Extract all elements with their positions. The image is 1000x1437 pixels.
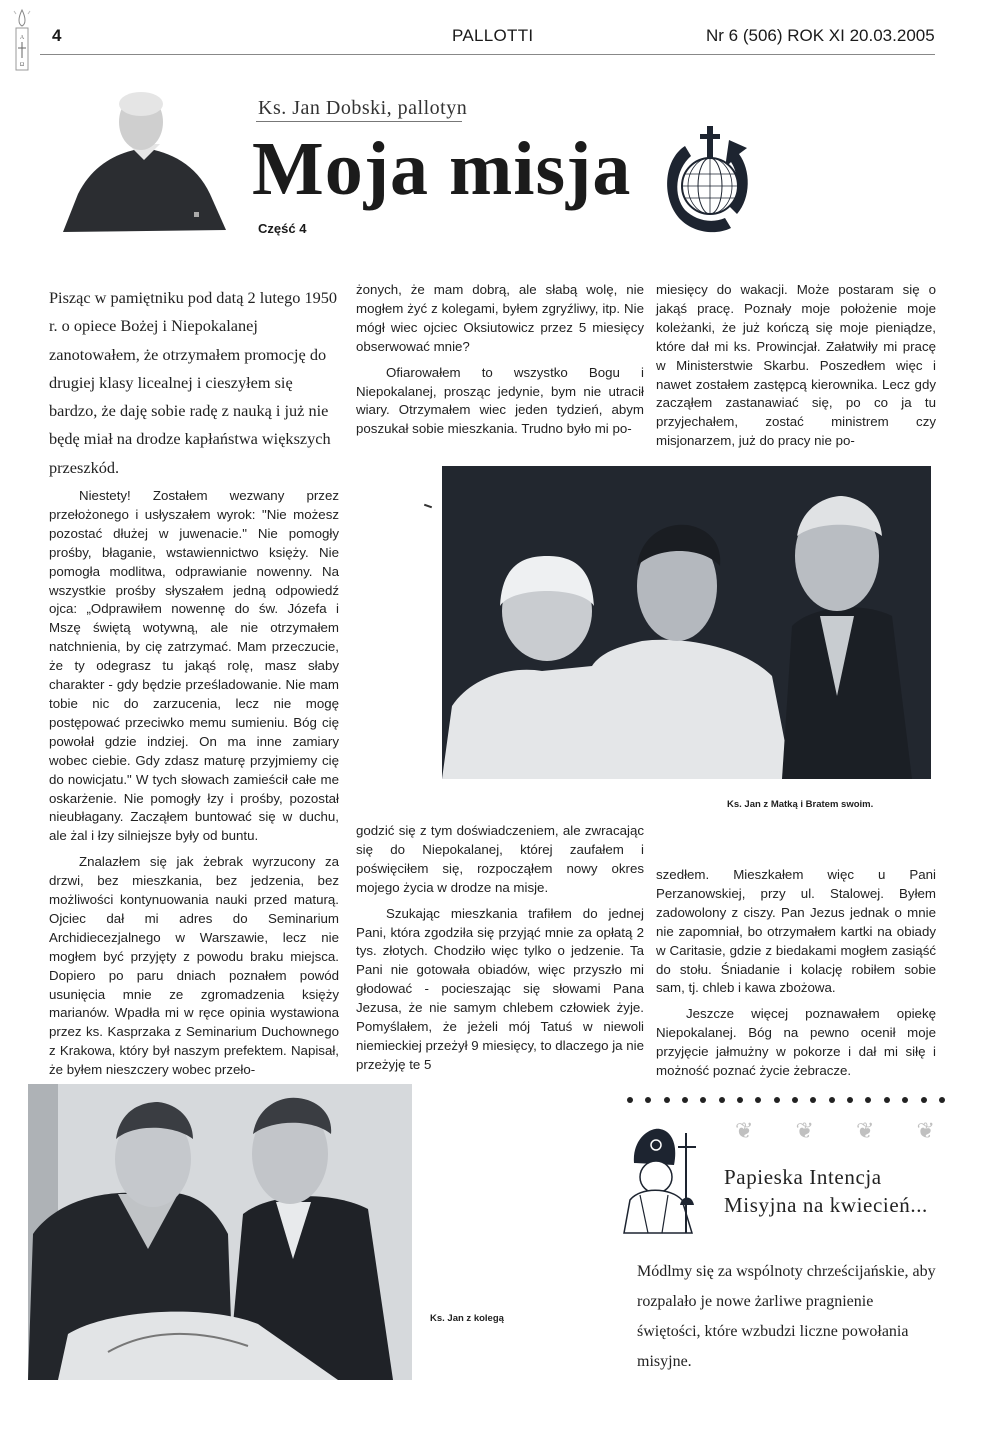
dot-icon [645, 1097, 651, 1103]
header-divider [40, 54, 935, 55]
papal-intention-title-line1: Papieska Intencja [724, 1165, 882, 1189]
pope-illustration [620, 1125, 710, 1237]
dot-icon [682, 1097, 688, 1103]
paragraph: żonych, że mam dobrą, ale słabą wolę, nie mogłem żyć z kolegami, byłem zgryźliwy, itp. Nie mógł wiec ojciec Oksiutowicz przez 5 miesięcy obserwować mnie? [356, 282, 644, 354]
article-column-2-top [356, 281, 644, 446]
dot-icon [755, 1097, 761, 1103]
fleuron-icon: ❦ [795, 1118, 814, 1143]
fleuron-icon: ❦ [735, 1118, 754, 1143]
svg-text:Ω: Ω [19, 62, 25, 68]
colleague-photo-caption: Ks. Jan z kolegą [430, 1313, 504, 1324]
colleague-photo-image [28, 1084, 412, 1380]
papal-intention-title [724, 1163, 928, 1219]
dot-icon [774, 1097, 780, 1103]
dot-icon [865, 1097, 871, 1103]
papal-intention-title-line2: Misyjna na kwiecień... [724, 1193, 928, 1217]
article-column-1 [49, 487, 339, 1087]
papal-intention-body: Módlmy się za wspólnoty chrześcijańskie, aby rozpalało je nowe żarliwe pragnienie świętości, które wzbudzi liczne powołania misyjne. [637, 1263, 936, 1370]
dot-icon [737, 1097, 743, 1103]
article-column-3-top [656, 281, 936, 458]
article-title: Moja misja [252, 127, 632, 211]
dot-icon [627, 1097, 633, 1103]
svg-text:A: A [19, 35, 25, 41]
paragraph: miesięcy do wakacji. Może postaram się o jakąś pracę. Poznały moje położenie moje koleżanki, że już kończą się moje pieniądze, które dał mi ks. Prowincjał. Załatwiły mi pracę w Ministerstwie Skarbu. Poszedłem więc i nawet zostałem zastępcą kierownika. Lecz gdy zacząłem zastanawiać się, po co ja tu przyjechałem, zostać ministrem czy misjonarzem, już do pracy nie po- [656, 282, 936, 449]
dot-icon [847, 1097, 853, 1103]
dot-icon [921, 1097, 927, 1103]
paragraph: Znalazłem się jak żebrak wyrzucony za drzwi, bez mieszkania, bez jedzenia, bez możliwości kontynuowania nauki przed maturą. Ojciec dał mi adres do Seminarium Archidiecezjalnego w Warszawie, lecz nie mogłem być przyjęty z powodu braku miejsca. Dopiero po paru dniach poznałem powód usunięcia mnie ze zgromadzenia księży marianów. Wpadła mi w ręce opinia wystawiona przez ks. Kasprzaka z Seminarium Duchownego z Krakowa, który był naszym prefektem. Napisał, że byłem nieszczery wobec przeło- [49, 854, 339, 1078]
dotted-divider [627, 1097, 945, 1103]
byline-divider [256, 121, 462, 122]
ornament-row [735, 1118, 935, 1144]
dot-icon [792, 1097, 798, 1103]
paragraph: Jeszcze więcej poznawałem opiekę Niepokalanej. Bóg na pewno ocenił moje przyjęcie jałmużny w pokorze i dał mi siłę i możność poznać życie żebracze. [656, 1006, 936, 1079]
author-portrait-photo [58, 82, 230, 234]
candle-alpha-omega-icon [8, 6, 36, 72]
issue-info: Nr 6 (506) ROK XI 20.03.2005 [706, 26, 935, 45]
dot-icon [700, 1097, 706, 1103]
paragraph: godzić się z tym doświadczeniem, ale zwracając się do Niepokalanej, której zaufałem i poświęciłem się, rozpocząłem nowy okres mojego życia w drodze na misje. [356, 823, 644, 895]
fleuron-icon: ❦ [856, 1118, 875, 1143]
article-column-2-bottom [356, 822, 644, 1082]
paragraph: Niestety! Zostałem wezwany przez przełożonego i usłyszałem wyrok: "Nie możesz pozostać dłużej w juwenacie." Nie pomogły prośby, błaganie, wstawiennictwo księży. Nie pomogła modlitwa, odprawianie nowenny. Na wszystkie prośby słyszałem jedną odpowiedź ojca: „Odprawiłem nowennę do św. Józefa i Mszę świętą wotywną, ale nie otrzymałem natchnienia, by cię zatrzymać. Mam przeczucie, że ty odegrasz tu jakąś rolę, masz słaby charakter - gdy będzie prześladowanie. Nie mam tobie nic do zarzucenia, lecz nie mogę postępować przeciwko memu sumieniu. Bóg cię powołał gdzie indziej. On ma inne zamiary wobec ciebie. Gdy zdasz maturę przyjmiemy cię do nowicjatu." W tych słowach zamieścił całe me oskarżenie. Nie pomogły łzy i prośby, pozostał nieubłagany. Zacząłem buntować się w duchu, ale żal i łzy silniejsze były od buntu. [49, 488, 339, 844]
dot-icon [939, 1097, 945, 1103]
family-photo-caption: Ks. Jan z Matką i Bratem swoim. [727, 799, 874, 810]
article-byline: Ks. Jan Dobski, pallotyn [258, 97, 468, 119]
article-column-3-bottom [656, 866, 936, 1088]
dot-icon [810, 1097, 816, 1103]
page-number: 4 [52, 26, 62, 45]
article-lead: Pisząc w pamiętniku pod datą 2 lutego 1950 r. o opiece Bożej i Niepokalanej zanotowałem, że otrzymałem promocję do drugiej klasy licealnej i cieszyłem się bardzo, że daję sobie radę z nauką i już nie będę miał na drodze kapłaństwa większych przeszkód. [49, 288, 338, 477]
dot-icon [719, 1097, 725, 1103]
colleague-photo [28, 1084, 412, 1380]
family-photo-image [442, 466, 931, 779]
article-part: Część 4 [258, 221, 307, 236]
magazine-name: PALLOTTI [452, 26, 534, 45]
paragraph: Ofiarowałem to wszystko Bogu i Niepokalanej, prosząc jedynie, bym nie utracił wiary. Otrzymałem wiec jeden tydzień, abym poszukał sobie mieszkania. Trudno było mi po- [356, 364, 644, 437]
pallottine-globe-cross-logo [655, 118, 755, 238]
dot-icon [664, 1097, 670, 1103]
print-mark [424, 504, 432, 509]
dot-icon [884, 1097, 890, 1103]
paragraph: Szukając mieszkania trafiłem do jednej Pani, która zgodziła się przyjąć mnie za opłatą 2 tys. złotych. Chodziło więc tylko o jedzenie. Ta Pani nie gotowała obiadów, więc przyszło mi głodować - pocieszając się słowami Pana Jezusa, że nie samym chlebem człowiek żyje. Pomyślałem, że jeżeli mój Tatuś w niewoli niemieckiej przeżył 9 miesięcy, to dlaczego ja nie przeżyję te 5 [356, 905, 644, 1072]
family-photo [442, 466, 931, 779]
fleuron-icon: ❦ [916, 1118, 935, 1143]
dot-icon [902, 1097, 908, 1103]
dot-icon [829, 1097, 835, 1103]
paragraph: szedłem. Mieszkałem więc u Pani Perzanowskiej, przy ul. Stalowej. Byłem zadowolony z ciszy. Pan Jezus jednak o mnie nie zapomniał, bo otrzymałem kartki na obiady w Caritasie, gdzie z biedakami mogłem zasiąść do stołu. Śniadanie i kolację robiłem sobie sam, tj. chleb i kawa zbożowa. [656, 867, 936, 996]
